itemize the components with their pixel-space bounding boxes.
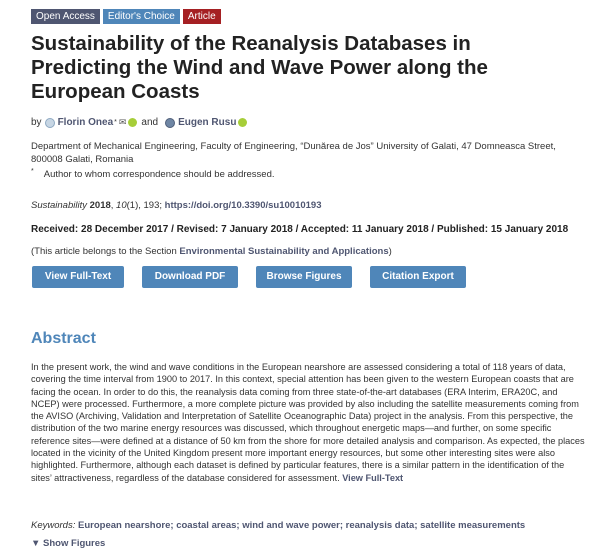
affiliation: Department of Mechanical Engineering, Faculty of Engineering, “Dunărea de Jos” University of Galati, 47 Domneasca Street, 800008 Galati, Romania xyxy=(31,141,556,165)
article-title: Sustainability of the Reanalysis Databases in Predicting the Wind and Wave Power along the European Coasts xyxy=(31,32,488,103)
journal-name: Sustainability xyxy=(31,200,87,211)
section-prefix: (This article belongs to the Section xyxy=(31,246,180,257)
and-label: and xyxy=(141,117,159,128)
section-note xyxy=(31,246,392,257)
author-avatar-icon xyxy=(165,118,175,128)
author-eugen-rusu[interactable]: Eugen Rusu xyxy=(178,117,237,128)
abstract-heading: Abstract xyxy=(31,330,96,347)
show-figures-toggle[interactable]: ▼ Show Figures xyxy=(31,538,106,549)
browse-figures-button[interactable]: Browse Figures xyxy=(256,266,352,288)
citation-issue: (1) xyxy=(126,200,139,211)
citation-volume: 10 xyxy=(116,200,127,211)
citation: Sustainability 2018, 10(1), 193; https://doi.org/10.3390/su10010193 xyxy=(31,200,322,211)
keywords-label: Keywords: xyxy=(31,520,76,531)
abstract-view-full-text-link[interactable]: View Full-Text xyxy=(342,472,404,483)
download-pdf-button[interactable]: Download PDF xyxy=(142,266,238,288)
article-type-badge: Article xyxy=(183,9,221,24)
section-link[interactable]: Environmental Sustainability and Applications xyxy=(179,246,389,257)
section-suffix: ) xyxy=(388,246,392,257)
correspondence-text: Author to whom correspondence should be addressed. xyxy=(43,169,275,181)
keywords xyxy=(31,520,525,531)
open-access-badge[interactable]: Open Access xyxy=(31,9,100,24)
abstract-body: In the present work, the wind and wave conditions in the European nearshore are assessed considering a total of 118 years of data, covering the time interval from 1900 to 2017. In this context, special attention has been given to the western European coasts that are facing the ocean. In order to do this, the reanalysis data coming from three state-of-the-art databases (ERA Interim, ERA20C, and NCEP) were processed. Furthermore, a more complete picture was provided by also including the satellite measurements coming from the AVISO (Archiving, Validation and Interpretation of Satellite Oceanographic Data) project in the analysis. From this perspective, the distribution of the two marine energy resources was discussed, which throughout energetic maps—and further, on some specific reference sites—were defined at a distance of 50 km from the shore for more detailed analysis and comparison. As expected, the places located in the vicinity of the United Kingdom present more important energy resources, but some other interesting sites were also highlighted. Furthermore, although each dataset is defined by particular features, there is a similar pattern in the identification of the sites’ attractiveness, regardless of the database considered for assessment. xyxy=(31,362,585,483)
correspondence-note xyxy=(31,168,275,180)
author-avatar-icon xyxy=(45,118,55,128)
editors-choice-badge[interactable]: Editor's Choice xyxy=(103,9,180,24)
corresponding-mark: * xyxy=(114,119,117,126)
article-badges xyxy=(31,9,221,24)
publication-dates: Received: 28 December 2017 / Revised: 7 January 2018 / Accepted: 11 January 2018 / Published: 15 January 2018 xyxy=(31,224,569,235)
citation-export-button[interactable]: Citation Export xyxy=(370,266,466,288)
action-buttons xyxy=(32,266,466,288)
abstract-text xyxy=(31,361,586,484)
orcid-icon[interactable] xyxy=(238,118,247,127)
mail-icon[interactable]: ✉ xyxy=(118,117,127,127)
keywords-links[interactable]: European nearshore; coastal areas; wind and wave power; reanalysis data; satellite measurements xyxy=(78,520,526,531)
author-line xyxy=(31,117,247,128)
citation-year: 2018 xyxy=(89,200,111,211)
correspondence-mark: * xyxy=(31,168,34,175)
author-florin-onea[interactable]: Florin Onea xyxy=(57,117,114,128)
citation-page: , 193; xyxy=(138,200,165,211)
by-label: by xyxy=(31,117,42,128)
view-full-text-button[interactable]: View Full-Text xyxy=(32,266,124,288)
orcid-icon[interactable] xyxy=(128,118,137,127)
doi-link[interactable]: https://doi.org/10.3390/su10010193 xyxy=(164,200,322,211)
